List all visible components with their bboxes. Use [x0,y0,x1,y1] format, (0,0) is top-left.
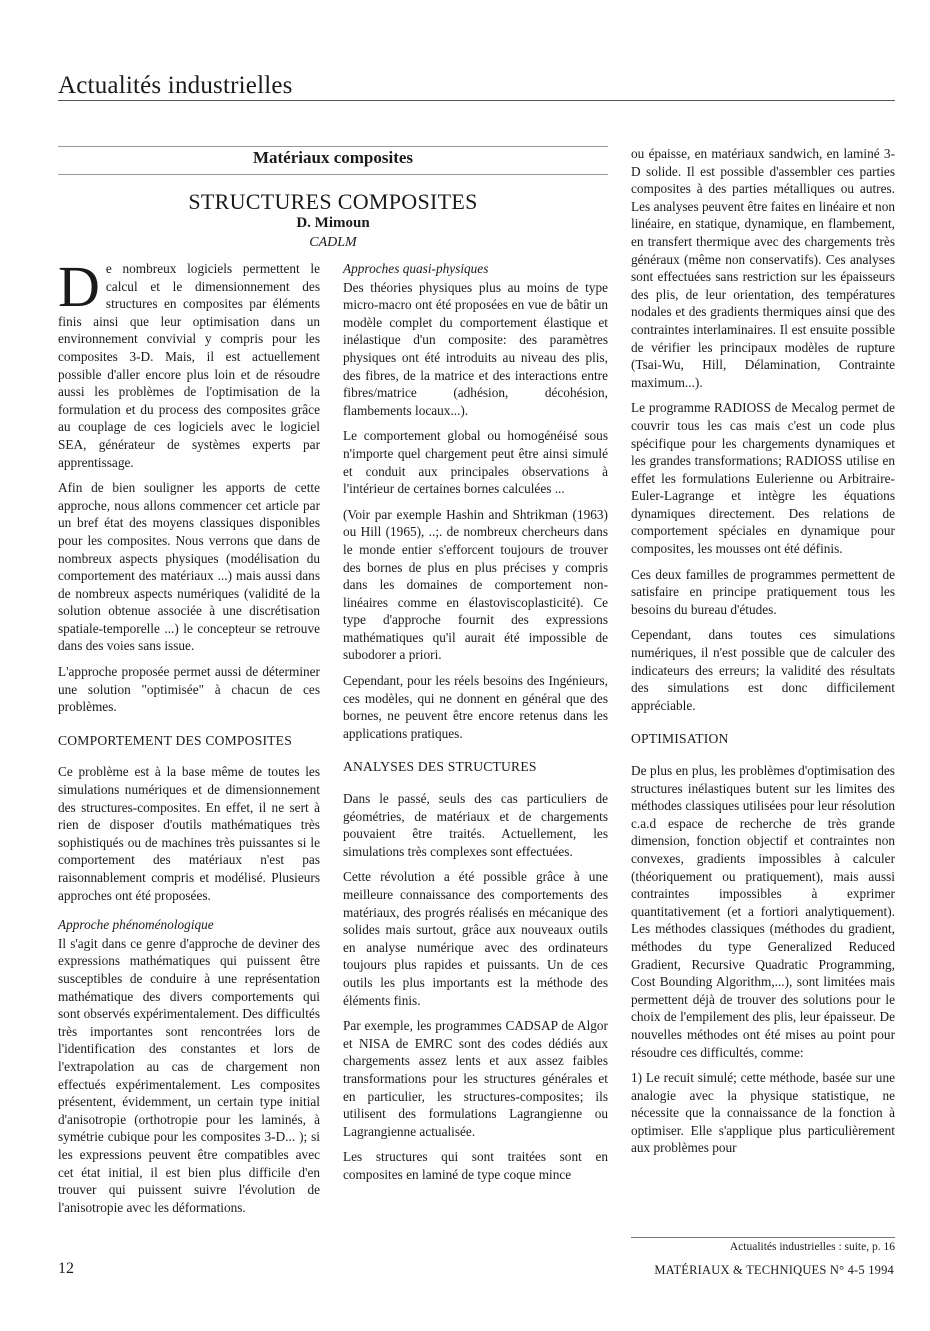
continued-rule [631,1237,895,1238]
paragraph: Il s'agit dans ce genre d'approche de deviner des expressions mathématiques qui puissent être susceptibles de conduire à une représentation mathématique des divers comportements qui sont observés expérimentalement. Des difficultés très importantes sont rencontrées lors de l'identification des constantes et lors de l'extrapolation au cas de chargement non effectués expérimentalement. Les composites présentent, évidemment, un certain type initial d'anisotropie (orthotropie pour les laminés, à symétrie cubique pour les composites 3-D... ); si les expressions peuvent être compatibles avec cet état initial, il est bien plus difficile d'en trouver qui puissent suivre l'évolution de l'anisotropie avec les déformations. [58,935,320,1215]
paragraph: Ces deux familles de programmes permettent de satisfaire en principe pratiquement tous les besoins du bureau d'études. [631,566,895,617]
rubric-rule-bottom [58,174,608,175]
paragraph: Les structures qui sont traitées sont en composites en laminé de type coque mince [343,1149,608,1182]
author-affiliation: CADLM [309,235,357,250]
intro-paragraph [58,254,320,471]
header-rule [58,100,895,101]
section-heading-comportement: COMPORTEMENT DES COMPOSITES [58,732,292,748]
paragraph: Le comportement global ou homogénéisé sous n'importe quel chargement peut être ainsi simulé et conduit aux principales observations à l'intérieur de certaines bornes calculées ... [343,428,608,497]
text-column-2 [343,260,608,1192]
paragraph: Cependant, pour les réels besoins des Ingénieurs, ces modèles, qui ne donnent en général que des bornes, ne peuvent être encore retenus dans les applications pratiques. [343,673,608,741]
paragraph: L'approche proposée permet aussi de déterminer une solution "optimisée" à chacun de ces problèmes. [58,664,320,715]
page-number: 12 [58,1260,74,1277]
text-column-3 [631,145,895,1165]
subheading-phenomenologique: Approche phénoménologique [58,917,214,933]
paragraph: ou épaisse, en matériaux sandwich, en laminé 3-D solide. Il est possible d'assembler ces parties composites à des parties métalliques ou autres. Les analyses peuvent être faites en linéaire et non linéaire, en statique, dynamique, en flambement, en transfert thermique avec des chargements très généraux (même non conservatifs). Ces analyses sont effectuées sans restriction sur les épaisseurs des plis, de leur orientation, des températures nodales et des gradients thermiques ainsi que des contraintes interlaminaires. Il est ensuite possible de vérifier les principaux modèles de rupture (Tsai-Wu, Hill, Délamination, Contrainte maximum...). [631,146,895,390]
text-column-1 [58,254,320,1224]
continued-note: Actualités industrielles : suite, p. 16 [729,1241,895,1253]
paragraph: Des théories physiques plus au moins de type micro-macro ont été proposées en vue de bâtir un modèle complet du comportement élastique et inélastique d'un composite: des paramètres physiques ont été introduits au niveau des plis, des fibres, de la matrice et des interactions entre fibres/matrice (adhésion, décohésion, flambements locaux...). [343,279,608,418]
paragraph: Ce problème est à la base même de toutes les simulations numériques et de dimensionnement des structures-composites. En effet, il ne sert à rien de disposer d'outils mathématiques très sophistiqués ou de machines très puissantes si le comportement des matériaux n'est pas raisonnablement compris et modélisé. Plusieurs approches ont été proposées. [58,764,320,903]
article-title: STRUCTURES COMPOSITES [188,189,478,214]
rubric-rule-top [58,146,608,147]
paragraph: Afin de bien souligner les apports de cette approche, nous allons commencer cet article par un bref état des moyens classiques disponibles pour les composites. Nous verrons que dans de nombreux aspects physiques (modélisation du comportement des matériaux ...) mais aussi dans de nombreux aspects numériques (validité de la solution obtenue associée à une discrétisation spatiale-temporelle ...) le concepteur se retrouve dans des voies sans issue. [58,480,320,654]
journal-footer: MATÉRIAUX & TECHNIQUES N° 4-5 1994 [654,1263,894,1277]
section-header-title: Actualités industrielles [58,72,293,99]
paragraph: De plus en plus, les problèmes d'optimisation des structures inélastiques butent sur les limites des méthodes classiques utilisées pour leur résolution c.a.d espace de recherche de très grande dimension, fonction objectif et contraintes non convexes, gradients impossibles à calculer (théoriquement ou pratiquement), mais aussi contraintes impossibles à exprimer quantitativement (et a fortiori analytiquement). Les méthodes classiques (méthodes du gradient, méthodes du type Generalized Reduced Gradient, Recursive Quadratic Programming, Cost Bounding Algorithm,...), sont limitées mais permettent déjà de trouver des solutions pour le choix de l'empilement des plis, leur épaisseur. De nouvelles méthodes ont été mises au point pour résoudre ces difficultés, comme: [631,763,895,1060]
paragraph: Cette révolution a été possible grâce à une meilleure connaissance des comportements des matériaux, des progrés réalisés en mécanique des solides mais surtout, grâce aux nouveaux outils en analyse numérique avec des ordinateurs toujours plus rapides et puissants. Un de ces outils les plus importants est la méthode des éléments finis. [343,869,608,1008]
paragraph: Cependant, dans toutes ces simulations numériques, il n'est possible que de calculer des indicateurs des erreurs; la validité des résultats des simulations est donc difficilement appréciable. [631,627,895,713]
article-author: D. Mimoun [296,215,370,231]
paragraph: Par exemple, les programmes CADSAP de Algor et NISA de EMRC sont des codes dédiés aux chargements assez lents et aux assez faibles transformations pour les structures générales et en particulier, les structures-composites; ils utilisent des formulations Lagrangienne ou Lagrangienne actualisée. [343,1018,608,1139]
paragraph: 1) Le recuit simulé; cette méthode, basée sur une analogie avec la physique statistique, ne nécessite que la connaissance de la fonction à optimiser. Elle s'applique plus particulièrement aux problèmes pour [631,1070,895,1156]
article-rubric: Matériaux composites [252,148,414,167]
paragraph: Le programme RADIOSS de Mecalog permet de couvrir tous les cas mais c'est un code plus spécifique pour les chargements dynamiques et les grandes transformations; RADIOSS utilise en effet les formulations Eulerienne ou Arbitraire-Euler-Lagrange et intègre les équations dynamiques directement. Des relations de comportement spéciales en dynamique pour composites, les mousses ont été définis. [631,400,895,557]
paragraph: Dans le passé, seuls des cas particuliers de géométries, de matériaux et de chargements pouvaient être traités. Actuellement, les simulations très complexes sont effectuées. [343,791,608,859]
paragraph: (Voir par exemple Hashin and Shtrikman (1963) ou Hill (1965), ..;. de nombreux chercheurs dans le monde entier s'efforcent toujours de trouver des bornes de plus en plus précises y compris dans les domaines de comportement non-linéaires comme en élastoviscoplasticité). Ce type d'approche fournit des expressions mathématiques qu'il aurait été impossible de subodorer a priori. [343,506,608,663]
subheading-quasi-physiques: Approches quasi-physiques [343,261,489,276]
intro-text: e nombreux logiciels permettent le calcul et le dimensionnement des structures en composites par éléments finis ainsi que leur optimisation dans un environnement convivial y compris pour les composites 3-D. Mais, il est actuellement possible d'aller encore plus loin et de résoudre aussi les problèmes de l'optimisation de la formulation et du process des composites grâce au couplage de ces logiciels avec le logiciel SEA, générateur de systèmes experts par apprentissage. [58,261,320,470]
drop-cap: D [58,254,100,319]
section-heading-analyses: ANALYSES DES STRUCTURES [343,759,537,775]
section-heading-optimisation: OPTIMISATION [631,731,729,747]
